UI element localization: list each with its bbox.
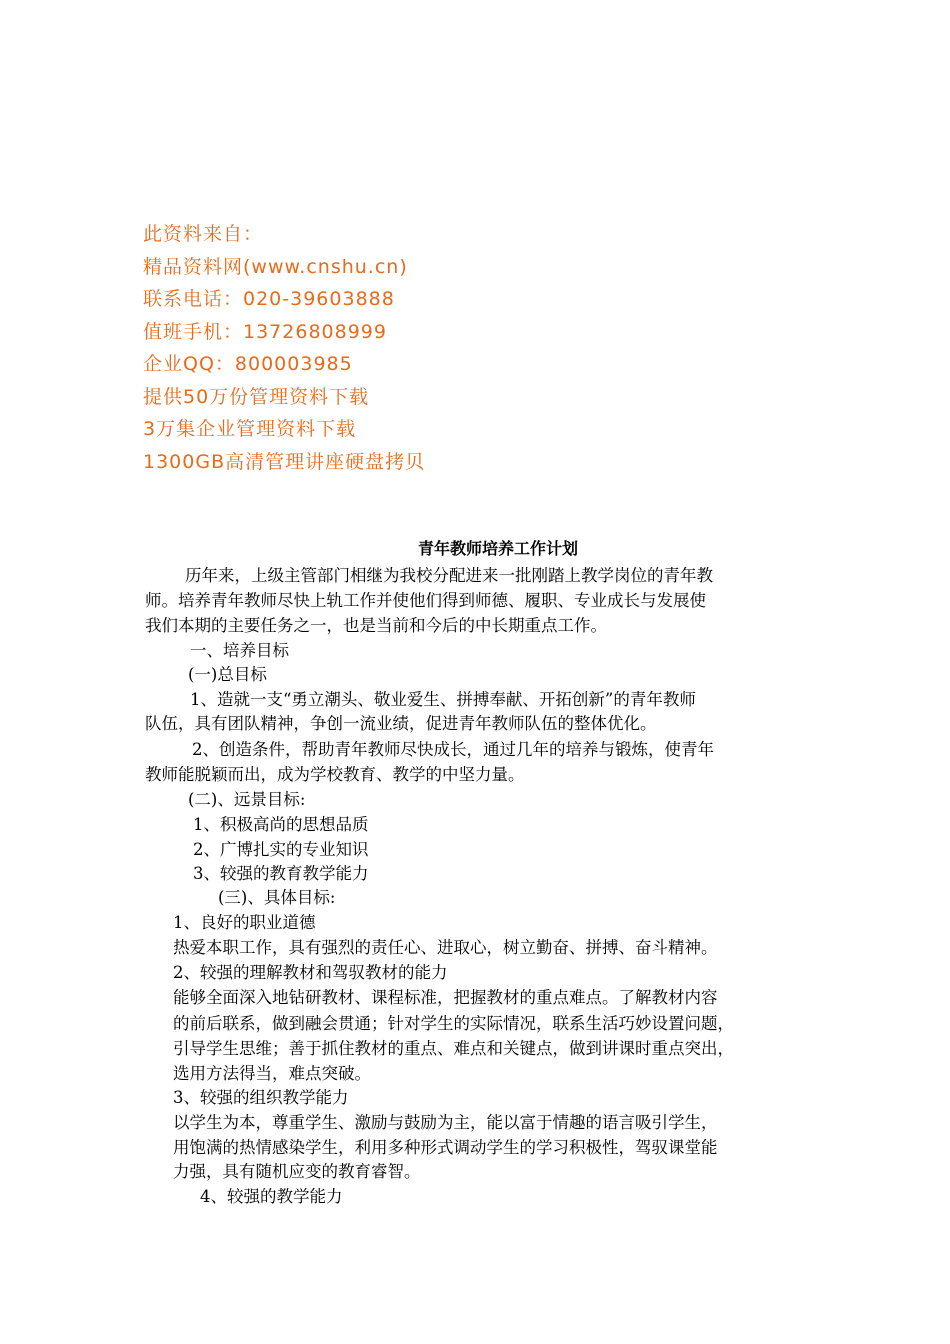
body-line: 教师能脱颖而出，成为学校教育、教学的中坚力量。 [145, 765, 525, 784]
promo-offer-lectures: 1300GB高清管理讲座硬盘拷贝 [143, 450, 426, 473]
body-line: 用饱满的热情感染学生，利用多种形式调动学生的学习积极性，驾驭课堂能 [173, 1138, 718, 1157]
promo-source-label: 此资料来自： [143, 223, 264, 245]
list-item: 1、良好的职业道德 [173, 913, 316, 932]
body-line: 我们本期的主要任务之一，也是当前和今后的中长期重点工作。 [145, 616, 607, 635]
body-line: 以学生为本，尊重学生、激励与鼓励为主，能以富于情趣的语言吸引学生， [173, 1113, 718, 1132]
list-item: 3、较强的教育教学能力 [193, 864, 369, 883]
list-item: 2、广博扎实的专业知识 [193, 840, 369, 859]
body-line: 历年来，上级主管部门相继为我校分配进来一批刚踏上教学岗位的青年教 [185, 566, 713, 585]
body-line: 力强，具有随机应变的教育睿智。 [173, 1162, 421, 1181]
body-line: 热爱本职工作，具有强烈的责任心、进取心，树立勤奋、拼搏、奋斗精神。 [173, 938, 718, 957]
body-line: 师。培养青年教师尽快上轨工作并使他们得到师德、履职、专业成长与发展使 [145, 591, 706, 610]
body-line: 能够全面深入地钻研教材、课程标准，把握教材的重点难点。了解教材内容 [173, 988, 718, 1007]
subsection-heading: (三)、具体目标: [218, 888, 336, 907]
list-item: 4、较强的教学能力 [200, 1187, 343, 1206]
promo-offer-docs: 提供50万份管理资料下载 [143, 385, 370, 408]
body-line: 的前后联系，做到融会贯通；针对学生的实际情况，联系生活巧妙设置问题， [173, 1014, 734, 1033]
subsection-heading: (一)总目标 [188, 665, 267, 684]
promo-mobile: 值班手机：13726808999 [143, 320, 387, 343]
promo-qq: 企业QQ：800003985 [143, 353, 353, 375]
body-line: 队伍，具有团队精神，争创一流业绩，促进青年教师队伍的整体优化。 [145, 714, 657, 733]
body-line: 2、创造条件，帮助青年教师尽快成长，通过几年的培养与锻炼，使青年 [192, 740, 714, 759]
list-item: 2、较强的理解教材和驾驭教材的能力 [173, 963, 448, 982]
promo-phone: 联系电话：020-39603888 [143, 288, 395, 310]
source-promo-block [143, 218, 425, 478]
body-line: 选用方法得当，难点突破。 [173, 1064, 371, 1083]
section-heading: 一、培养目标 [190, 641, 289, 660]
promo-website: 精品资料网(www.cnshu.cn) [143, 255, 408, 278]
subsection-heading: (二)、远景目标: [188, 790, 306, 809]
promo-offer-videos: 3万集企业管理资料下载 [143, 418, 357, 440]
document-title: 青年教师培养工作计划 [417, 539, 578, 558]
list-item: 3、较强的组织教学能力 [173, 1088, 349, 1107]
body-line: 引导学生思维；善于抓住教材的重点、难点和关键点，做到讲课时重点突出， [173, 1039, 734, 1058]
list-item: 1、积极高尚的思想品质 [193, 815, 369, 834]
body-line: 1、造就一支“勇立潮头、敬业爱生、拼搏奉献、开拓创新”的青年教师 [190, 690, 696, 709]
